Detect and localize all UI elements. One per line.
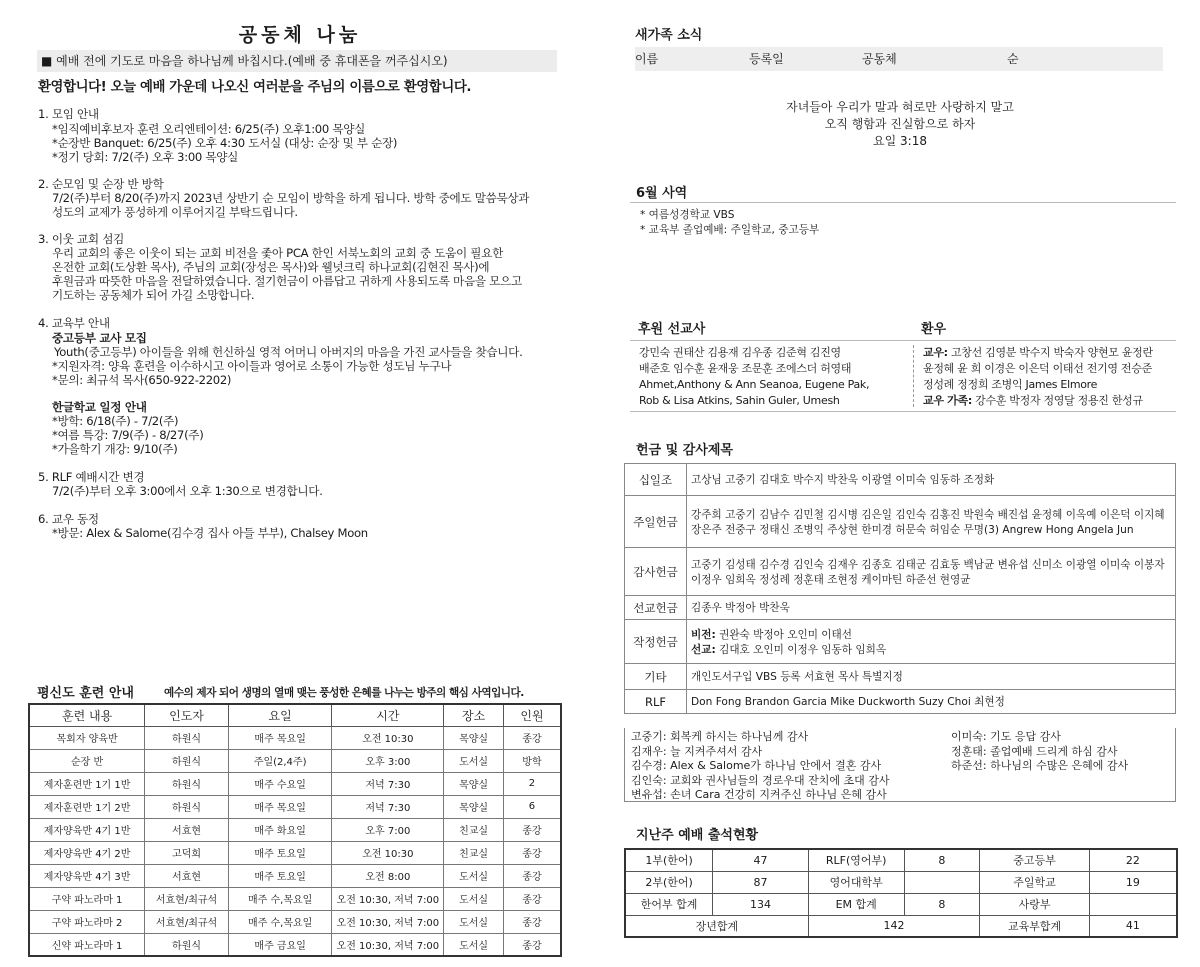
thanks-item: 이미숙: 기도 응답 감사 xyxy=(951,730,1061,743)
june-ministry-title: 6월 사역 xyxy=(636,186,688,201)
col-header: 인도자 xyxy=(145,704,229,726)
notice-line: 성도의 교제가 풍성하게 이루어지길 부탁드립니다. xyxy=(52,205,298,219)
offering-names: 고상님 고중기 김대호 박수지 박찬욱 이광열 이미숙 임동하 조정화 xyxy=(687,464,1176,496)
col-name: 이름 xyxy=(635,52,659,66)
table-cell: 종강 xyxy=(503,726,561,749)
offering-row xyxy=(625,596,1176,620)
attendance-cell: 사랑부 xyxy=(980,893,1090,915)
table-cell: 종강 xyxy=(503,818,561,841)
notice-heading-2: 2. 순모임 및 순장 반 방학 xyxy=(38,177,164,191)
table-cell: 오전 10:30, 저녁 7:00 xyxy=(332,933,444,956)
notice-line: *정기 당회: 7/2(주) 오후 3:00 목양실 xyxy=(52,150,239,164)
table-cell: 하원식 xyxy=(145,749,229,772)
welcome-message: 환영합니다! 오늘 예배 가운데 나오신 여러분을 주님의 이름으로 환영합니다. xyxy=(38,80,472,95)
attendance-cell: 한어부 합계 xyxy=(625,893,713,915)
table-cell: 2 xyxy=(503,772,561,795)
offering-category: 기타 xyxy=(625,664,687,690)
pledge-names: 김대호 오인미 이정우 임동하 임희옥 xyxy=(715,643,887,656)
notice-line: 우리 교회의 좋은 이웃이 되는 교회 비전을 좇아 PCA 한인 서북노회의 교회 중 도움이 필요한 xyxy=(52,246,503,260)
notice-line: Youth(중고등부) 아이들을 위해 헌신하실 영적 어머니 아버지의 마음을 가진 교사들을 찾습니다. xyxy=(54,345,523,359)
table-cell: 도서실 xyxy=(444,933,504,956)
table-cell: 도서실 xyxy=(444,749,504,772)
offering-names xyxy=(687,620,1176,664)
notice-line: *순장반 Banquet: 6/25(주) 오후 4:30 도서실 (대상: 순장 및 부 순장) xyxy=(52,136,398,150)
missionary-line: 강민숙 권태산 김용재 김우종 김준혁 김진영 xyxy=(639,346,841,359)
table-row xyxy=(29,933,561,956)
table-row xyxy=(29,726,561,749)
attendance-cell: EM 합계 xyxy=(808,893,904,915)
thanks-item: 정훈태: 졸업예배 드리게 하심 감사 xyxy=(951,744,1118,758)
column-divider xyxy=(913,345,914,407)
thanks-item: 김재우: 늘 지켜주셔서 감사 xyxy=(631,744,763,758)
table-cell: 오전 10:30 xyxy=(332,726,444,749)
patient-line: 정성례 정정희 조병익 James Elmore xyxy=(923,378,1098,391)
notice-line: *임직예비후보자 훈련 오리엔테이션: 6/25(주) 오후1:00 목양실 xyxy=(52,122,366,136)
offering-names: 개인도서구입 VBS 등록 서효현 목사 특별지정 xyxy=(687,664,1176,690)
table-cell: 매주 금요일 xyxy=(228,933,332,956)
notice-line: *문의: 최규석 목사(650-922-2202) xyxy=(52,373,232,387)
table-row xyxy=(29,749,561,772)
attendance-title: 지난주 예배 출석현황 xyxy=(636,828,759,843)
table-cell: 오전 10:30, 저녁 7:00 xyxy=(332,887,444,910)
table-cell: 서효현/최규석 xyxy=(145,887,229,910)
col-date: 등록일 xyxy=(749,52,784,66)
attendance-cell: 87 xyxy=(713,871,809,893)
patient-line: 윤정혜 윤 희 이경은 이은덕 이태선 전기영 전승준 xyxy=(923,362,1152,375)
table-cell: 순장 반 xyxy=(29,749,145,772)
attendance-total-row xyxy=(625,915,1177,937)
table-cell: 서효현 xyxy=(145,864,229,887)
notice-line: *가을학기 개강: 9/10(주) xyxy=(52,442,178,456)
table-cell: 종강 xyxy=(503,887,561,910)
table-cell: 도서실 xyxy=(444,887,504,910)
attendance-cell: 장년합계 xyxy=(625,915,808,937)
table-cell: 하원식 xyxy=(145,726,229,749)
notice-line: *여름 특강: 7/9(주) - 8/27(주) xyxy=(52,428,204,442)
table-cell: 오후 7:00 xyxy=(332,818,444,841)
notice-line: *방문: Alex & Salome(김수경 집사 아들 부부), Chalsey Moon xyxy=(52,526,368,540)
notice-line: 온전한 교회(도상환 목사), 주님의 교회(장성은 목사)와 웰넛크릭 하나교회(김현진 목사)에 xyxy=(52,260,490,274)
notice-heading-6: 6. 교우 동정 xyxy=(38,512,99,526)
missionary-line: Rob & Lisa Atkins, Sahin Guler, Umesh xyxy=(639,394,840,407)
table-cell: 주일(2,4주) xyxy=(228,749,332,772)
notice-line: 7/2(주)부터 8/20(주)까지 2023년 상반기 순 모임이 방학을 하게 됩니다. 방학 중에도 말씀묵상과 xyxy=(52,191,530,205)
attendance-cell: 주일학교 xyxy=(980,871,1090,893)
offering-category: RLF xyxy=(625,690,687,714)
june-item: * 여름성경학교 VBS xyxy=(640,209,735,221)
pledge-label: 선교: xyxy=(691,643,716,656)
table-cell: 매주 목요일 xyxy=(228,795,332,818)
offering-names: 고중기 김성태 김수경 김인숙 김재우 김종호 김태군 김효동 백남균 변유섭 신미소 이광열 이미숙 이봉자 이정우 임희옥 정성례 정훈태 조현정 케이마틴 하준선 현영균 xyxy=(687,548,1176,596)
verse-line: 자녀들아 우리가 말과 혀로만 사랑하지 말고 xyxy=(786,100,1014,114)
table-row xyxy=(29,818,561,841)
table-cell: 친교실 xyxy=(444,818,504,841)
table-cell: 오후 3:00 xyxy=(332,749,444,772)
page-title: 공동체 나눔 xyxy=(238,24,362,46)
table-cell: 하원식 xyxy=(145,795,229,818)
offering-names: Don Fong Brandon Garcia Mike Duckworth Suzy Choi 최현정 xyxy=(687,690,1176,714)
training-table xyxy=(28,703,562,957)
notice-heading-4: 4. 교육부 안내 xyxy=(38,316,110,330)
table-cell: 종강 xyxy=(503,933,561,956)
worship-notice: ■ 예배 전에 기도로 마음을 하나님께 바칩시다.(예배 중 휴대폰을 꺼주십시오) xyxy=(37,50,557,72)
table-cell: 목회자 양육반 xyxy=(29,726,145,749)
attendance-cell: 1부(한어) xyxy=(625,849,713,871)
attendance-cell: 19 xyxy=(1089,871,1177,893)
june-item: * 교육부 졸업예배: 주일학교, 중고등부 xyxy=(640,224,820,236)
offering-row xyxy=(625,548,1176,596)
table-row xyxy=(29,772,561,795)
col-header: 인원 xyxy=(503,704,561,726)
attendance-cell xyxy=(904,871,980,893)
training-title: 평신도 훈련 안내 xyxy=(37,686,134,701)
pledge-label: 비전: xyxy=(691,628,716,641)
divider xyxy=(630,202,1176,203)
patient-line: 교우 가족: 강수훈 박정자 정영달 정용진 한성규 xyxy=(923,394,1143,407)
verse-reference: 요일 3:18 xyxy=(873,134,927,148)
offering-table xyxy=(624,463,1176,714)
table-cell: 목양실 xyxy=(444,772,504,795)
table-cell: 목양실 xyxy=(444,795,504,818)
col-group: 순 xyxy=(1007,52,1019,66)
missionary-line: 배준호 임수훈 윤재웅 조문훈 조에스더 허영태 xyxy=(639,362,852,375)
attendance-cell: 교육부합계 xyxy=(980,915,1090,937)
col-header: 장소 xyxy=(444,704,504,726)
table-cell: 도서실 xyxy=(444,910,504,933)
offering-names: 김종우 박정아 박찬욱 xyxy=(687,596,1176,620)
notice-line: *지원자격: 양육 훈련을 이수하시고 아이들과 영어로 소통이 가능한 성도님 누구나 xyxy=(52,359,452,373)
table-cell: 매주 토요일 xyxy=(228,864,332,887)
table-cell: 서효현 xyxy=(145,818,229,841)
attendance-cell xyxy=(1089,893,1177,915)
table-cell: 구약 파노라마 2 xyxy=(29,910,145,933)
offering-row xyxy=(625,690,1176,714)
missionary-title: 후원 선교사 xyxy=(638,322,706,337)
table-cell: 오전 10:30 xyxy=(332,841,444,864)
table-cell: 종강 xyxy=(503,864,561,887)
patients-title: 환우 xyxy=(921,322,947,337)
newfamily-title: 새가족 소식 xyxy=(635,28,703,43)
table-cell: 제자양육반 4기 2반 xyxy=(29,841,145,864)
table-cell: 종강 xyxy=(503,841,561,864)
thanks-item: 고중기: 회복케 하시는 하나님께 감사 xyxy=(631,730,809,743)
table-cell: 저녁 7:30 xyxy=(332,795,444,818)
attendance-cell: RLF(영어부) xyxy=(808,849,904,871)
attendance-cell: 142 xyxy=(808,915,979,937)
table-cell: 제자양육반 4기 1반 xyxy=(29,818,145,841)
col-header: 요일 xyxy=(228,704,332,726)
attendance-cell: 41 xyxy=(1089,915,1177,937)
table-row xyxy=(29,864,561,887)
subheading-teacher-recruit: 중고등부 교사 모집 xyxy=(52,331,147,345)
table-cell: 하원식 xyxy=(145,772,229,795)
verse-line: 오직 행함과 진실함으로 하자 xyxy=(824,117,976,131)
col-community: 공동체 xyxy=(862,52,897,66)
table-cell: 신약 파노라마 1 xyxy=(29,933,145,956)
offering-category: 주일헌금 xyxy=(625,496,687,548)
offering-row xyxy=(625,664,1176,690)
notice-heading-5: 5. RLF 예배시간 변경 xyxy=(38,470,145,484)
attendance-cell: 영어대학부 xyxy=(808,871,904,893)
subheading-korean-school: 한글학교 일정 안내 xyxy=(52,400,147,414)
table-cell: 매주 수요일 xyxy=(228,772,332,795)
attendance-row xyxy=(625,871,1177,893)
col-header: 시간 xyxy=(332,704,444,726)
divider xyxy=(630,411,1176,412)
attendance-cell: 2부(한어) xyxy=(625,871,713,893)
notice-line: 기도하는 공동체가 되어 가길 소망합니다. xyxy=(52,288,255,302)
thanks-item: 김인숙: 교회와 권사님들의 경로우대 잔치에 초대 감사 xyxy=(631,773,890,787)
divider xyxy=(630,340,1176,341)
attendance-row xyxy=(625,893,1177,915)
training-subtitle: 예수의 제자 되어 생명의 열매 맺는 풍성한 은혜를 나누는 방주의 핵심 사역입니다. xyxy=(164,687,524,699)
table-row xyxy=(29,841,561,864)
table-cell: 고덕희 xyxy=(145,841,229,864)
notice-line: 후원금과 따뜻한 마음을 전달하였습니다. 절기헌금이 아름답고 귀하게 사용되도록 마음을 모으고 xyxy=(52,274,522,288)
offering-category: 감사헌금 xyxy=(625,548,687,596)
offering-names: 강주희 고중기 김남수 김민철 김시병 김은일 김인숙 김홍진 박원숙 배진섭 윤정혜 이옥예 이은덕 이지혜 장은주 전중구 정태신 조병익 주상현 한미경 허문숙 허임순 무명(3) Angrew Hong Angela Jun xyxy=(687,496,1176,548)
attendance-cell: 22 xyxy=(1089,849,1177,871)
attendance-cell: 47 xyxy=(713,849,809,871)
table-cell: 매주 수,목요일 xyxy=(228,887,332,910)
table-cell: 구약 파노라마 1 xyxy=(29,887,145,910)
attendance-cell: 8 xyxy=(904,849,980,871)
table-cell: 친교실 xyxy=(444,841,504,864)
notice-heading-1: 1. 모임 안내 xyxy=(38,107,99,121)
thanks-item: 김수경: Alex & Salome가 하나님 안에서 결혼 감사 xyxy=(631,759,882,772)
table-cell: 목양실 xyxy=(444,726,504,749)
attendance-row xyxy=(625,849,1177,871)
table-row xyxy=(29,795,561,818)
table-cell: 도서실 xyxy=(444,864,504,887)
notice-heading-3: 3. 이웃 교회 섬김 xyxy=(38,232,125,246)
thanks-box xyxy=(624,728,1176,802)
offering-row xyxy=(625,620,1176,664)
notice-line: 7/2(주)부터 오후 3:00에서 오후 1:30으로 변경합니다. xyxy=(52,484,323,498)
offering-title: 헌금 및 감사제목 xyxy=(636,443,733,458)
table-cell: 방학 xyxy=(503,749,561,772)
attendance-cell: 134 xyxy=(713,893,809,915)
offering-row xyxy=(625,496,1176,548)
offering-category: 십일조 xyxy=(625,464,687,496)
offering-category: 선교헌금 xyxy=(625,596,687,620)
table-cell: 저녁 7:30 xyxy=(332,772,444,795)
table-cell: 매주 토요일 xyxy=(228,841,332,864)
table-row xyxy=(29,910,561,933)
pledge-names: 권완숙 박정아 오인미 이태선 xyxy=(715,628,852,641)
table-cell: 매주 목요일 xyxy=(228,726,332,749)
table-cell: 오전 10:30, 저녁 7:00 xyxy=(332,910,444,933)
newfamily-header-bar xyxy=(635,47,1163,71)
table-cell: 매주 화요일 xyxy=(228,818,332,841)
table-cell: 서효현/최규석 xyxy=(145,910,229,933)
col-header: 훈련 내용 xyxy=(29,704,145,726)
attendance-table xyxy=(624,848,1178,938)
thanks-item: 변유섭: 손녀 Cara 건강히 지켜주신 하나님 은혜 감사 xyxy=(631,788,887,801)
attendance-cell: 중고등부 xyxy=(980,849,1090,871)
table-row xyxy=(29,887,561,910)
offering-category: 작정헌금 xyxy=(625,620,687,664)
attendance-cell: 8 xyxy=(904,893,980,915)
table-cell: 6 xyxy=(503,795,561,818)
table-cell: 매주 수,목요일 xyxy=(228,910,332,933)
table-cell: 제자양육반 4기 3반 xyxy=(29,864,145,887)
table-cell: 제자훈련반 1기 2반 xyxy=(29,795,145,818)
table-cell: 제자훈련반 1기 1반 xyxy=(29,772,145,795)
patient-line: 교우: 고창선 김영분 박수지 박숙자 양현모 윤정란 xyxy=(923,346,1153,359)
table-cell: 종강 xyxy=(503,910,561,933)
notice-line: *방학: 6/18(주) - 7/2(주) xyxy=(52,414,179,428)
table-cell: 오전 8:00 xyxy=(332,864,444,887)
offering-row xyxy=(625,464,1176,496)
thanks-item: 하준선: 하나님의 수많은 은혜에 감사 xyxy=(951,759,1129,772)
table-cell: 하원식 xyxy=(145,933,229,956)
missionary-line: Ahmet,Anthony & Ann Seanoa, Eugene Pak, xyxy=(639,378,870,391)
